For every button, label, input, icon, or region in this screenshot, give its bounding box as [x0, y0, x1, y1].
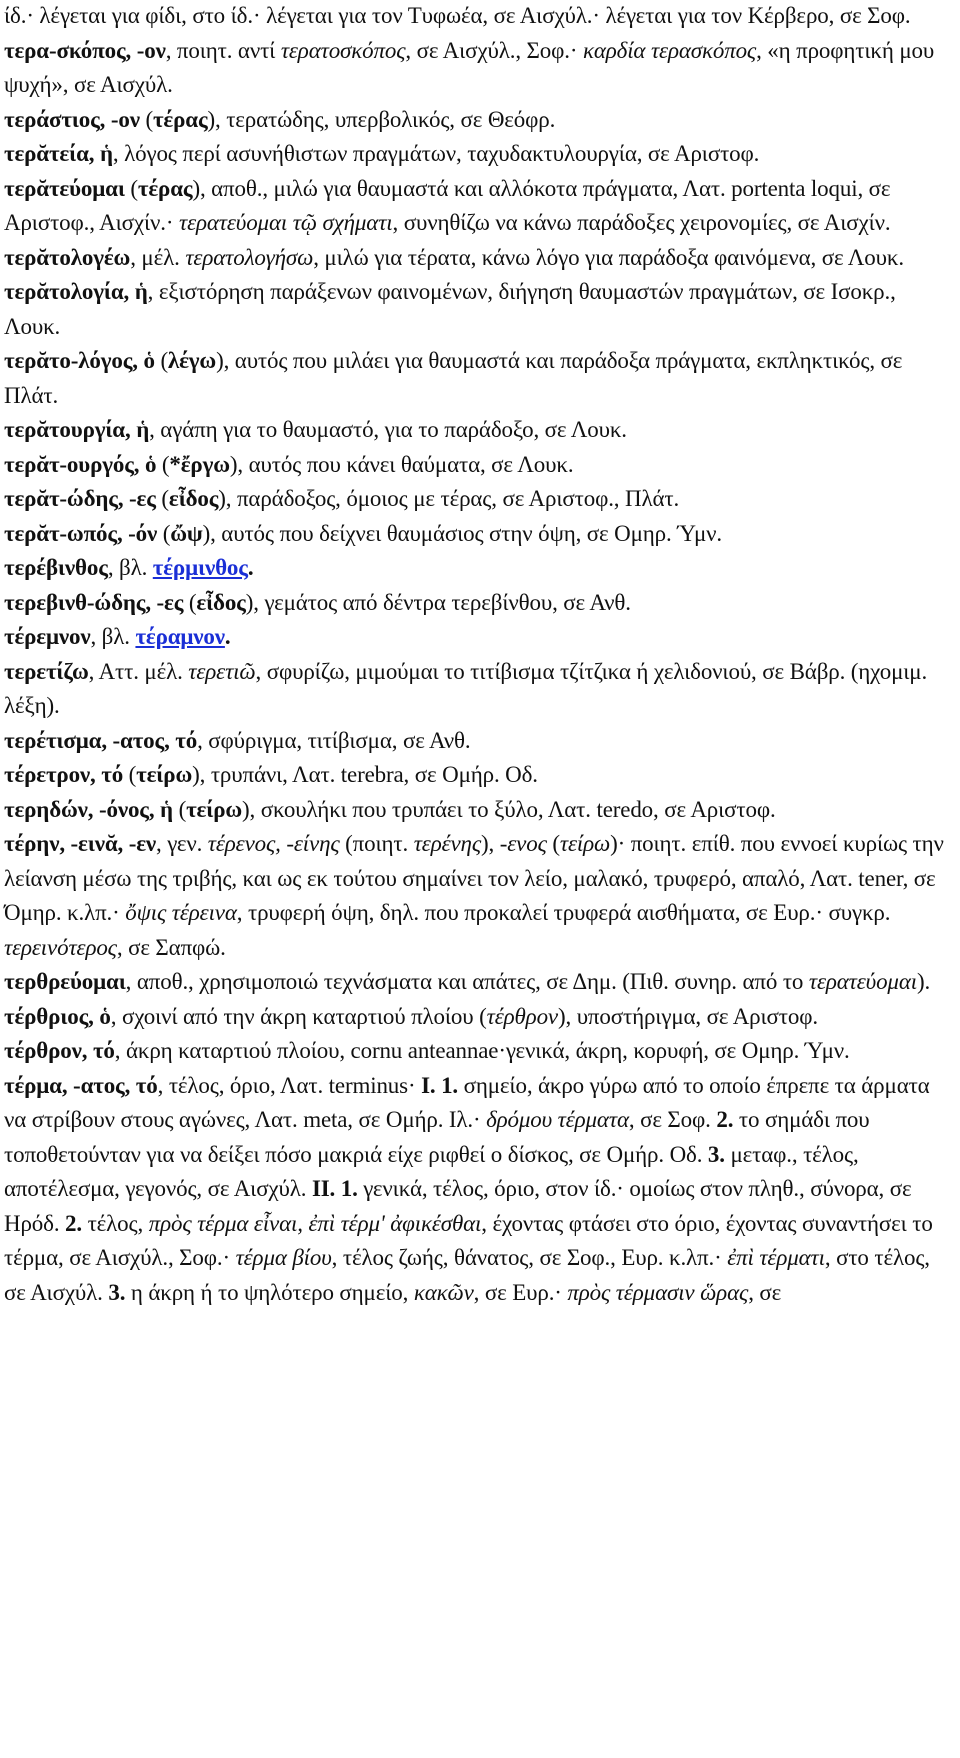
headword-text: τέρην, -εινᾰ, -εν	[4, 831, 157, 856]
dictionary-entry	[4, 586, 956, 621]
dictionary-entry	[4, 827, 956, 965]
dictionary-entry	[4, 1000, 956, 1035]
dictionary-entry	[4, 655, 956, 724]
definition-text: , στο τέλος, σε Αισχύλ.	[4, 1245, 930, 1305]
italic-text: πρὸς τέρμασιν ὥρας	[567, 1279, 749, 1305]
definition-text: ), αυτός που κάνει θαύματα, σε Λουκ.	[229, 451, 574, 477]
headword-text: I. 1.	[421, 1072, 459, 1098]
definition-text: , έχοντας φτάσει στο όριο, έχοντας συναντήσει το τέρμα, σε Αισχύλ., Σοφ.·	[4, 1210, 933, 1270]
italic-text: τερατεύομαι	[808, 969, 917, 994]
headword-text: τέρθριος, ὁ	[4, 1003, 111, 1029]
headword-text: .	[224, 624, 231, 649]
headword-text: τέρθρον, τό	[4, 1038, 115, 1063]
italic-text: τερατεύομαι τῷ σχήματι	[178, 210, 393, 235]
dictionary-entry	[4, 551, 956, 586]
headword-text: τερᾰτ-ώδης, -ες	[4, 486, 156, 511]
definition-text: , σφυρίζω, μιμούμαι το τιτίβισμα τζίτζικα ή χελιδονιού, σε Βάβρ. (ηχομιμ. λέξη).	[4, 658, 928, 718]
definition-text: )· ποιητ. επίθ. που εννοεί κυρίως την λείανση μέσω της τριβής, και ως εκ τούτου σημαίνει τον λείο, μαλακό, τρυφερό, απαλό, Λατ. tener, σε Όμηρ. κ.λπ.·	[4, 831, 944, 925]
headword-text: τερέτισμα, -ατος, τό	[4, 727, 198, 753]
italic-text: κακῶν	[413, 1279, 474, 1305]
italic-text: πρὸς τέρμα εἶναι, ἐπὶ τέρμ' ἀφικέσθαι	[148, 1210, 482, 1236]
headword-text: τερηδών, -όνος, ἡ	[4, 796, 173, 822]
headword-text: λέγω	[167, 348, 217, 373]
cross-reference-link[interactable]: τέραμνον	[135, 624, 225, 649]
definition-text: (	[154, 348, 168, 373]
definition-text: (	[157, 520, 171, 546]
dictionary-entry	[4, 241, 956, 276]
definition-text: (	[124, 175, 138, 201]
definition-text: , βλ.	[90, 624, 136, 649]
definition-text: , συνηθίζω να κάνω παράδοξες χειρονομίες, σε Αισχίν.	[392, 210, 891, 235]
definition-text: , σε	[748, 1279, 782, 1305]
headword-text: τέρας	[137, 175, 193, 201]
headword-text: τέρας	[152, 106, 208, 132]
headword-text: 2.	[65, 1210, 82, 1236]
definition-text: , τέλος ζωής, θάνατος, σε Σοφ., Ευρ. κ.λπ.·	[331, 1245, 728, 1270]
dictionary-entry	[4, 620, 956, 655]
italic-text: τερατολογήσω	[185, 244, 314, 270]
headword-text: τερθρεύομαι	[4, 969, 126, 994]
headword-text: 3.	[108, 1279, 126, 1305]
cross-reference-link[interactable]: τέρμινθος	[152, 555, 248, 580]
definition-text: , «η προφητική μου ψυχή», σε Αισχύλ.	[4, 37, 935, 97]
dictionary-entry	[4, 172, 956, 241]
definition-text: , αποθ., χρησιμοποιώ τεχνάσματα και απάτες, σε Δημ. (Πιθ. συνηρ. από το	[125, 969, 809, 994]
headword-text: τείρω	[136, 762, 193, 787]
definition-text: σημείο, άκρο γύρω από το οποίο έπρεπε τα άρματα να στρίβουν στους αγώνες, Λατ. meta, σε Ομήρ. Ιλ.·	[4, 1072, 930, 1132]
definition-text: , βλ.	[107, 555, 153, 580]
headword-text: 3.	[707, 1141, 725, 1167]
dictionary-entry	[4, 1069, 956, 1311]
headword-text: τερᾰτ-ουργός, ὁ	[4, 451, 157, 477]
headword-text: εἶδος	[196, 589, 246, 615]
definition-text: ), αυτός που δείχνει θαυμάσιος στην όψη, σε Ομηρ. Ύμν.	[202, 520, 723, 546]
definition-text: ίδ.· λέγεται για φίδι, στο ίδ.· λέγεται για τον Τυφωέα, σε Αισχύλ.· λέγεται για τον Κέρβερο, σε Σοφ.	[4, 3, 911, 28]
definition-text: , τέλος, όριο, Λατ. terminus·	[157, 1072, 422, 1098]
headword-text: τέρεμνον	[4, 624, 91, 649]
italic-text: τέρμα βίου	[235, 1245, 332, 1270]
definition-text: (	[123, 762, 137, 787]
dictionary-entry	[4, 103, 956, 138]
headword-text: τερᾰτολογία, ἡ	[4, 279, 148, 304]
headword-text: II. 1.	[311, 1176, 358, 1201]
definition-text: ), αποθ., μιλώ για θαυμαστά και αλλόκοτα πράγματα, Λατ. portenta loqui, σε Αριστοφ., Αισχίν.·	[4, 175, 891, 235]
headword-text: *ἔργω	[169, 451, 230, 477]
italic-text: -ενος	[499, 831, 547, 856]
definition-text: , μέλ.	[130, 244, 186, 270]
dictionary-entry	[4, 448, 956, 483]
definition-text: ), τερατώδης, υπερβολικός, σε Θεόφρ.	[207, 106, 556, 132]
definition-text: γενικά, τέλος, όριο, στον ίδ.· ομοίως στον πληθ., σύνορα, σε Ηρόδ.	[4, 1176, 912, 1236]
definition-text: ), τρυπάνι, Λατ. terebra, σε Ομήρ. Οδ.	[192, 762, 538, 787]
headword-text: τερᾰτο-λόγος, ὁ	[4, 348, 155, 373]
definition-text: (	[139, 106, 153, 132]
headword-text: τερετίζω	[4, 658, 89, 684]
italic-text: ἐπὶ τέρματι	[727, 1245, 825, 1270]
definition-text: η άκρη ή το ψηλότερο σημείο,	[125, 1279, 414, 1305]
dictionary-entry	[4, 517, 956, 552]
dictionary-entry	[4, 793, 956, 828]
dictionary-entry	[4, 413, 956, 448]
headword-text: τεράστιος, -ον	[4, 106, 140, 132]
definition-text: ), σκουλήκι που τρυπάει το ξύλο, Λατ. teredo, σε Αριστοφ.	[242, 796, 776, 822]
definition-text: (	[172, 796, 187, 822]
definition-text: ), υποστήριγμα, σε Αριστοφ.	[557, 1003, 818, 1029]
headword-text: τερᾰτ-ωπός, -όν	[4, 520, 158, 546]
definition-text: (	[156, 451, 170, 477]
headword-text: .	[247, 555, 254, 580]
headword-text: εἶδος	[168, 486, 219, 511]
definition-text: , λόγος περί ασυνήθιστων πραγμάτων, ταχυδακτυλουργία, σε Αριστοφ.	[112, 141, 760, 166]
definition-text: , άκρη καταρτιού πλοίου, cornu anteannae·γενικά, άκρη, κορυφή, σε Ομηρ. Ύμν.	[114, 1038, 850, 1063]
dictionary-entry	[4, 758, 956, 793]
dictionary-text	[4, 0, 956, 1310]
definition-text: , Αττ. μέλ.	[88, 658, 189, 684]
definition-text: , σε Σοφ.	[628, 1107, 717, 1132]
definition-text: (ποιητ.	[339, 831, 414, 856]
definition-text: , σε Ευρ.·	[473, 1279, 568, 1305]
definition-text: μεταφ., τέλος, αποτέλεσμα, γεγονός, σε Αισχύλ.	[4, 1141, 859, 1201]
headword-text: 2.	[716, 1107, 734, 1132]
italic-text: τερεινότερος	[4, 934, 117, 960]
definition-text: ), παράδοξος, όμοιος με τέρας, σε Αριστοφ., Πλάτ.	[218, 486, 680, 511]
headword-text: τείρω	[186, 796, 243, 822]
definition-text: το σημάδι που τοποθετούνταν για να δείξει πόσο μακριά είχε ριφθεί ο δίσκος, σε Ομήρ. Οδ.	[4, 1107, 870, 1167]
dictionary-entry	[4, 482, 956, 517]
italic-text: τείρω	[559, 831, 611, 856]
headword-text: ὤψ	[170, 520, 203, 546]
definition-text: , σε Σαπφώ.	[116, 934, 226, 960]
definition-text: ),	[481, 831, 500, 856]
headword-text: τερᾰτεύομαι	[4, 175, 125, 201]
headword-text: τερᾰτολογέω	[4, 244, 131, 270]
definition-text: τέλος,	[81, 1210, 149, 1236]
dictionary-entry	[4, 137, 956, 172]
italic-text: καρδία τερασκόπος	[582, 37, 757, 63]
headword-text: τερᾰτουργία, ἡ	[4, 417, 150, 442]
dictionary-entry	[4, 724, 956, 759]
dictionary-entry	[4, 275, 956, 344]
definition-text: , μιλώ για τέρατα, κάνω λόγο για παράδοξα φαινόμενα, σε Λουκ.	[313, 244, 904, 270]
italic-text: τερετιῶ	[188, 658, 256, 684]
definition-text: , σφύριγμα, τιτίβισμα, σε Ανθ.	[197, 727, 471, 753]
italic-text: τέρενος, -είνης	[207, 831, 340, 856]
italic-text: τέρθρον	[486, 1003, 558, 1029]
headword-text: τερεβινθ-ώδης, -ες	[4, 589, 184, 615]
definition-text: (	[546, 831, 560, 856]
italic-text: δρόμου τέρματα	[486, 1107, 629, 1132]
headword-text: τερα-σκόπος, -ον	[4, 37, 166, 63]
definition-text: , εξιστόρηση παράξενων φαινομένων, διήγηση θαυμαστών πραγμάτων, σε Ισοκρ., Λουκ.	[4, 279, 896, 339]
definition-text: ), αυτός που μιλάει για θαυμαστά και παράδοξα πράγματα, εκπληκτικός, σε Πλάτ.	[4, 348, 903, 408]
definition-text: ).	[916, 969, 931, 994]
headword-text: τέρετρον, τό	[4, 762, 124, 787]
italic-text: τερένης	[413, 831, 482, 856]
dictionary-entry	[4, 34, 956, 103]
dictionary-entry	[4, 965, 956, 1000]
definition-text: (	[155, 486, 169, 511]
headword-text: τερᾰτεία, ἡ	[4, 141, 113, 166]
headword-text: τέρμα, -ατος, τό	[4, 1072, 158, 1098]
italic-text: ὄψις τέρεινα	[125, 900, 237, 925]
definition-text: ), γεμάτος από δέντρα τερεβίνθου, σε Ανθ.	[245, 589, 631, 615]
headword-text: τερέβινθος	[4, 555, 108, 580]
definition-text: , ποιητ. αντί	[165, 37, 281, 63]
definition-text: , σχοινί από την άκρη καταρτιού πλοίου (	[110, 1003, 487, 1029]
dictionary-entry	[4, 0, 956, 34]
dictionary-entry	[4, 1034, 956, 1069]
definition-text: , τρυφερή όψη, δηλ. που προκαλεί τρυφερά αισθήματα, σε Ευρ.· συγκρ.	[236, 900, 891, 925]
definition-text: , γεν.	[156, 831, 208, 856]
definition-text: (	[183, 589, 197, 615]
definition-text: , σε Αισχύλ., Σοφ.·	[405, 37, 583, 63]
italic-text: τερατοσκόπος	[280, 37, 406, 63]
definition-text: , αγάπη για το θαυμαστό, για το παράδοξο, σε Λουκ.	[149, 417, 627, 442]
dictionary-entry	[4, 344, 956, 413]
